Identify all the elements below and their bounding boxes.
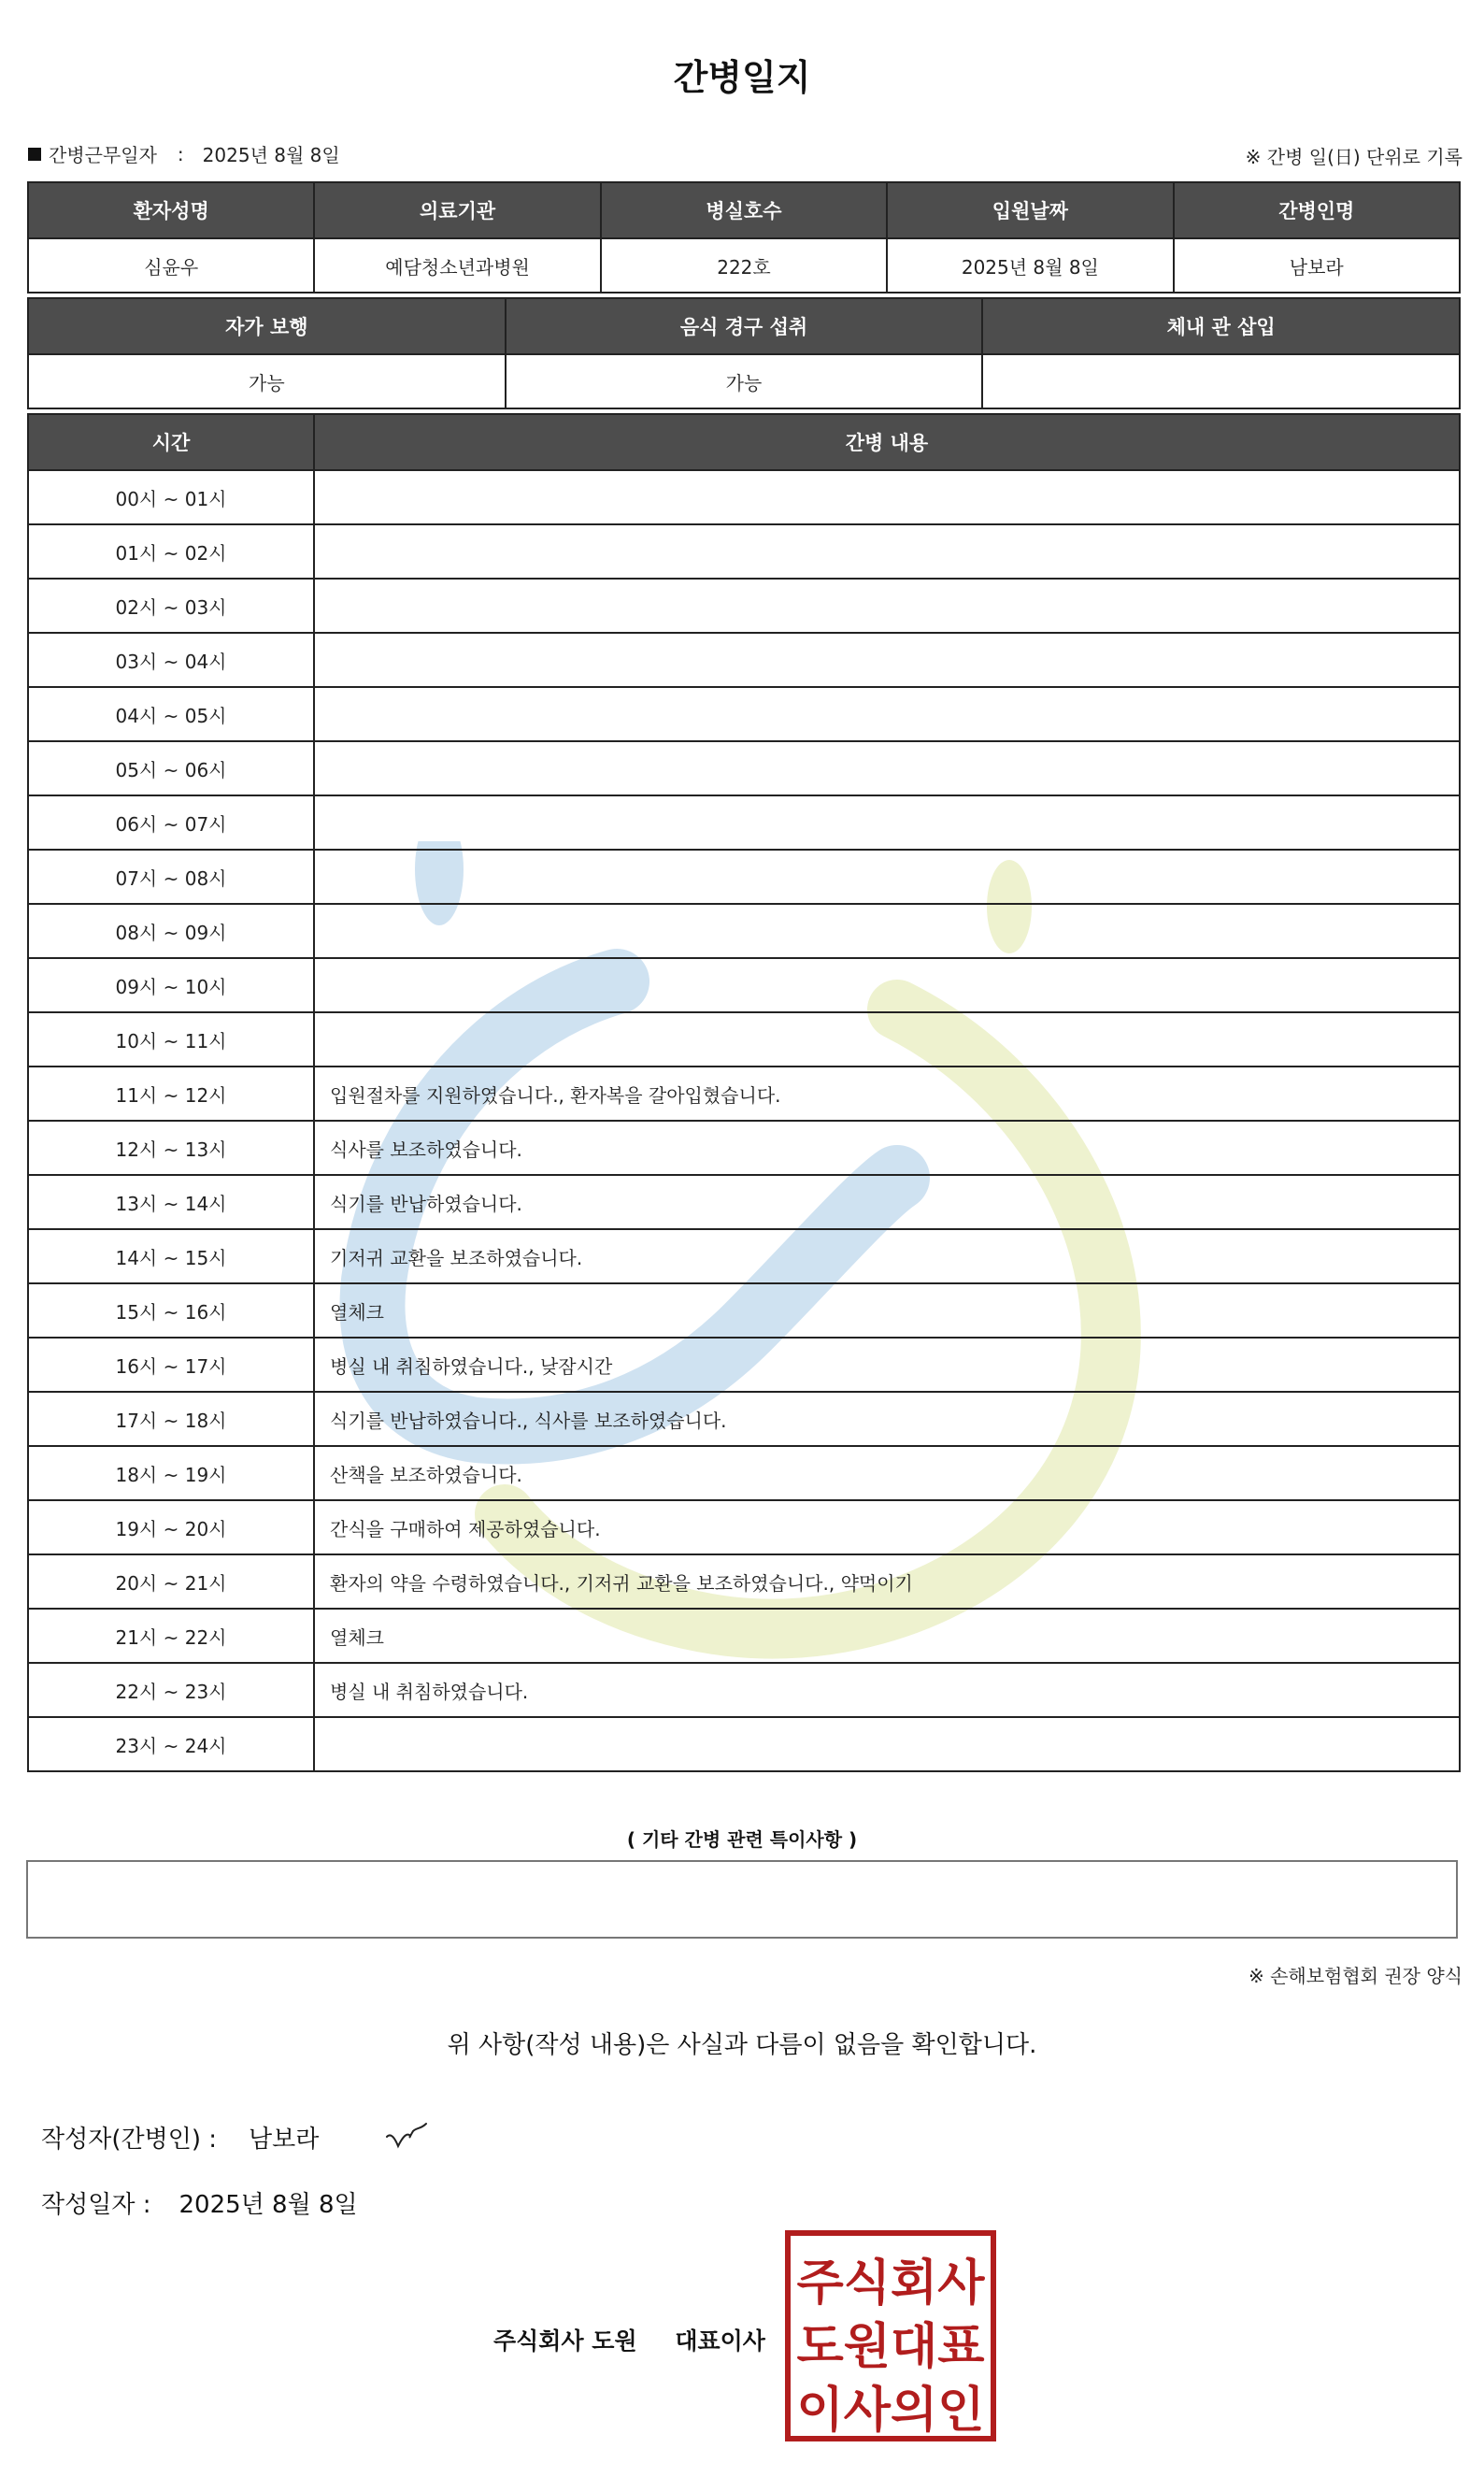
time-slot: 21시 ~ 22시: [28, 1609, 314, 1663]
writer-name: 남보라: [249, 2126, 320, 2154]
signature-icon: [385, 2120, 430, 2152]
table-row: [28, 1554, 1460, 1609]
time-slot: 07시 ~ 08시: [28, 850, 314, 904]
unit-note: ※ 간병 일(日) 단위로 기록: [1245, 146, 1463, 168]
header-room-number: 병실호수: [601, 182, 887, 238]
hospital-name: 예담청소년과병원: [314, 238, 600, 293]
bullet-square-icon: [28, 148, 41, 161]
table-row: [28, 1175, 1460, 1229]
caregiver-name: 남보라: [1174, 238, 1460, 293]
time-slot: 18시 ~ 19시: [28, 1446, 314, 1500]
care-content: [314, 741, 1460, 795]
table-row: [28, 687, 1460, 741]
time-slot: 17시 ~ 18시: [28, 1392, 314, 1446]
time-slot: 06시 ~ 07시: [28, 795, 314, 850]
care-content: 식기를 반납하였습니다.: [314, 1175, 1460, 1229]
time-slot: 11시 ~ 12시: [28, 1067, 314, 1121]
care-content: 병실 내 취침하였습니다.: [314, 1663, 1460, 1717]
company-seal-icon: [785, 2230, 996, 2441]
table-row: [28, 1663, 1460, 1717]
time-slot: 02시 ~ 03시: [28, 579, 314, 633]
header-caregiver-name: 간병인명: [1174, 182, 1460, 238]
time-slot: 14시 ~ 15시: [28, 1229, 314, 1283]
special-notes-title: ( 기타 간병 관련 특이사항 ): [626, 1828, 858, 1851]
care-content: [314, 579, 1460, 633]
header-hospital: 의료기관: [314, 182, 600, 238]
page-title: 간병일지: [673, 57, 811, 98]
care-content: 식기를 반납하였습니다., 식사를 보조하였습니다.: [314, 1392, 1460, 1446]
care-content: 열체크: [314, 1609, 1460, 1663]
company-line: [493, 2323, 765, 2356]
time-slot: 23시 ~ 24시: [28, 1717, 314, 1771]
writer-line: [41, 2120, 319, 2155]
write-date-label: 작성일자 :: [41, 2191, 151, 2219]
care-content: [314, 795, 1460, 850]
work-date-label: 간병근무일자: [49, 144, 157, 166]
care-content: [314, 633, 1460, 687]
care-content: [314, 1717, 1460, 1771]
company-name: 주식회사 도원: [493, 2327, 637, 2355]
care-log-table: [27, 413, 1461, 1772]
table-row: [28, 1717, 1460, 1771]
care-content: [314, 904, 1460, 958]
time-slot: 01시 ~ 02시: [28, 524, 314, 579]
care-content: [314, 687, 1460, 741]
confirmation-text: 위 사항(작성 내용)은 사실과 다름이 없음을 확인합니다.: [447, 2031, 1037, 2059]
table-row: [28, 1283, 1460, 1338]
table-row: [28, 1609, 1460, 1663]
care-content: 간식을 구매하여 제공하였습니다.: [314, 1500, 1460, 1554]
care-content: [314, 958, 1460, 1012]
representative-title: 대표이사: [675, 2327, 765, 2355]
header-admission-date: 입원날짜: [887, 182, 1173, 238]
table-row: [28, 1229, 1460, 1283]
table-row: [28, 524, 1460, 579]
seal-line-3: 이사의인: [796, 2383, 985, 2439]
tube-insertion-value: [982, 354, 1460, 408]
seal-line-1: 주식회사: [796, 2255, 985, 2312]
time-slot: 00시 ~ 01시: [28, 470, 314, 524]
care-content: [314, 1012, 1460, 1067]
care-content: 환자의 약을 수령하였습니다., 기저귀 교환을 보조하였습니다., 약먹이기: [314, 1554, 1460, 1609]
time-slot: 05시 ~ 06시: [28, 741, 314, 795]
work-date-colon: :: [177, 142, 184, 165]
care-content: 입원절차를 지원하였습니다., 환자복을 갈아입혔습니다.: [314, 1067, 1460, 1121]
patient-status-table: [27, 297, 1461, 409]
room-number: 222호: [601, 238, 887, 293]
table-row: [28, 1012, 1460, 1067]
table-row: [28, 579, 1460, 633]
time-slot: 13시 ~ 14시: [28, 1175, 314, 1229]
table-row: [28, 795, 1460, 850]
time-slot: 08시 ~ 09시: [28, 904, 314, 958]
care-content: 산책을 보조하였습니다.: [314, 1446, 1460, 1500]
patient-name: 심윤우: [28, 238, 314, 293]
header-care-content: 간병 내용: [314, 414, 1460, 470]
care-content: 병실 내 취침하였습니다., 낮잠시간: [314, 1338, 1460, 1392]
insurance-note: ※ 손해보험협회 권장 양식: [1248, 1965, 1463, 1987]
table-row: [28, 850, 1460, 904]
time-slot: 10시 ~ 11시: [28, 1012, 314, 1067]
table-row: [28, 1121, 1460, 1175]
table-row: [28, 904, 1460, 958]
header-time: 시간: [28, 414, 314, 470]
time-slot: 12시 ~ 13시: [28, 1121, 314, 1175]
admission-date: 2025년 8월 8일: [887, 238, 1173, 293]
write-date-value: 2025년 8월 8일: [178, 2191, 358, 2219]
patient-info-table: [27, 181, 1461, 294]
work-date-value: 2025년 8월 8일: [202, 144, 340, 166]
special-notes-box: [26, 1860, 1458, 1939]
oral-intake-value: 가능: [506, 354, 983, 408]
table-row: [28, 1446, 1460, 1500]
write-date-line: [41, 2185, 358, 2220]
care-content: [314, 524, 1460, 579]
table-row: [28, 470, 1460, 524]
care-content: [314, 850, 1460, 904]
table-row: [28, 633, 1460, 687]
time-slot: 20시 ~ 21시: [28, 1554, 314, 1609]
time-slot: 19시 ~ 20시: [28, 1500, 314, 1554]
table-row: [28, 1338, 1460, 1392]
writer-label: 작성자(간병인) :: [41, 2126, 218, 2154]
walking-value: 가능: [28, 354, 506, 408]
header-tube-insertion: 체내 관 삽입: [982, 298, 1460, 354]
care-content: [314, 470, 1460, 524]
care-content: 식사를 보조하였습니다.: [314, 1121, 1460, 1175]
table-row: [28, 741, 1460, 795]
table-row: [28, 1500, 1460, 1554]
header-patient-name: 환자성명: [28, 182, 314, 238]
time-slot: 09시 ~ 10시: [28, 958, 314, 1012]
work-date-line: [28, 140, 340, 167]
time-slot: 15시 ~ 16시: [28, 1283, 314, 1338]
table-row: [28, 1392, 1460, 1446]
care-content: 기저귀 교환을 보조하였습니다.: [314, 1229, 1460, 1283]
header-walking: 자가 보행: [28, 298, 506, 354]
table-row: [28, 1067, 1460, 1121]
time-slot: 03시 ~ 04시: [28, 633, 314, 687]
table-row: [28, 958, 1460, 1012]
time-slot: 22시 ~ 23시: [28, 1663, 314, 1717]
header-oral-intake: 음식 경구 섭취: [506, 298, 983, 354]
time-slot: 16시 ~ 17시: [28, 1338, 314, 1392]
seal-line-2: 도원대표: [796, 2319, 985, 2375]
care-content: 열체크: [314, 1283, 1460, 1338]
time-slot: 04시 ~ 05시: [28, 687, 314, 741]
